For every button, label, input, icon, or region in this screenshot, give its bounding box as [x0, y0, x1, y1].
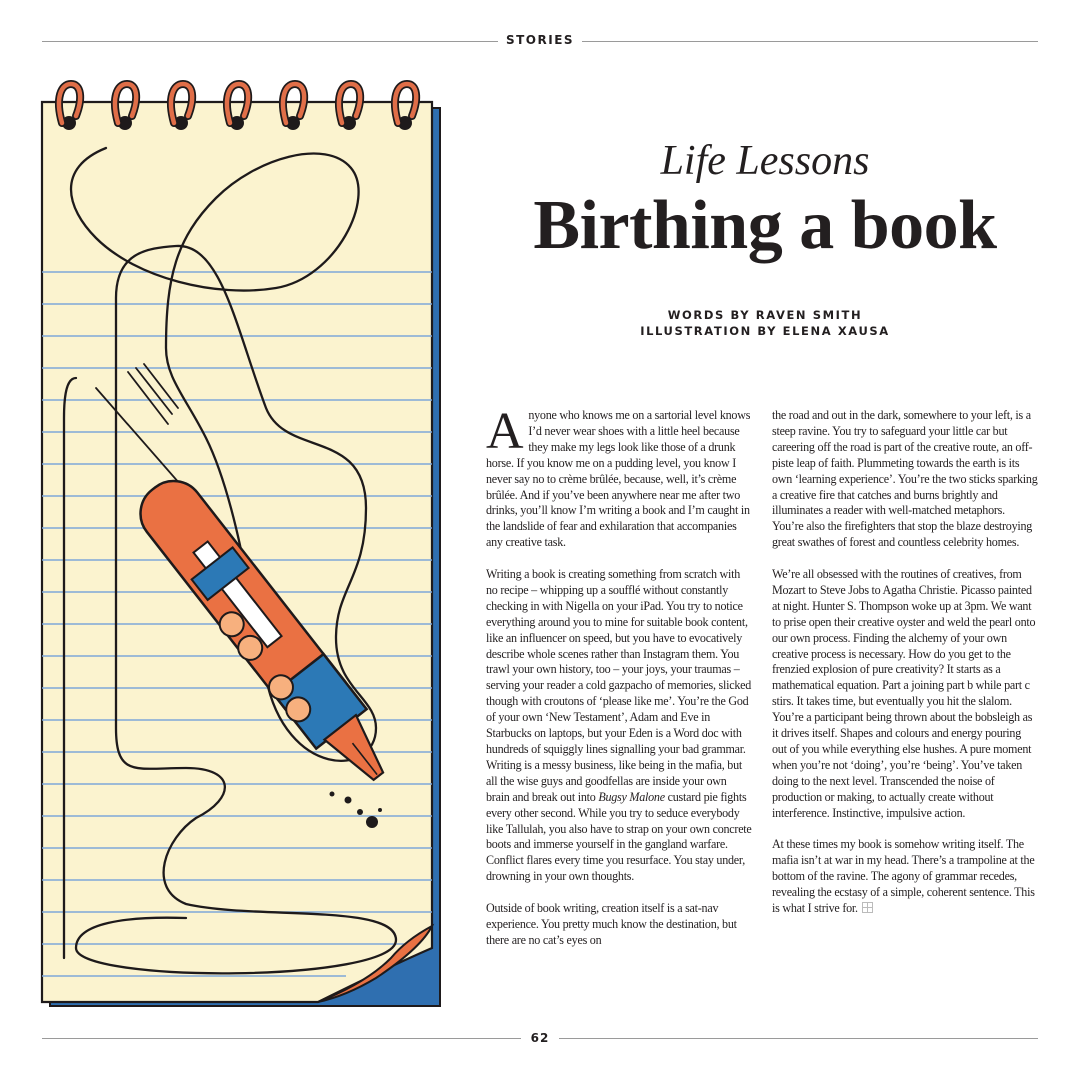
- film-title: Bugsy Malone: [598, 789, 665, 804]
- paragraph-5: At these times my book is somehow writing itself. The mafia isn’t at war in my head. There’s a trampoline at the bottom of the ravine. The agony of grammar recedes, revealing the ecstasy of a simple, coherent sentence. This is what I strive for.: [772, 837, 1035, 916]
- paragraph-3-end: the road and out in the dark, somewhere to your left, is a steep ravine. You try to safeguard your little car but careering off the road is part of the creative route, an off-piste leap of faith. Plummeting towards the earth is its own ‘learning experience’. You’re the two sticks sparking a creative fire that catches and burns brightly and illuminates a reader with well-matched metaphors. You’re also the firefighters that stop the blaze destroying great swathes of forest and countless celebrity homes.: [772, 408, 1038, 550]
- paragraph-1: Anyone who knows me on a sartorial level knows I’d never wear shoes with a little heel because they make my legs look like those of a drunk horse. If you know me on a pudding level, you know I never say no to crème brûlée, because, well, it’s crème brûlée. And if you’ve been anywhere near me after two drinks, you’ll know I’m writing a book and I’m caught in the landslide of fear and exhilaration that accompanies any creative task.: [486, 403, 751, 550]
- article-column-right: [772, 408, 1038, 933]
- paragraph-4: We’re all obsessed with the routines of creatives, from Mozart to Steve Jobs to Agatha Christie. Picasso painted at night. Hunter S. Thompson woke up at 3pm. We want to prise open their creative oyster and weld the pearl onto our own process. Finding the alchemy of your own creative process is necessary. How do you get to the frenzied explosion of pure creativity? It starts as a mathematical equation. Part a joining part b while part c stirs. It takes time, but eventually you hit the slalom. You’re a participant being thrown about the bobsleigh as it drives itself. Shapes and colours and energy pouring out of you while everything else hushes. A pure moment when you’re not ‘doing’, you’re ‘being’. You’ve taken doing to the next level. Transcended the noise of production or making, to actually create without interference. Instinctive, impulsive action.: [772, 567, 1036, 820]
- kicker: Life Lessons: [660, 138, 870, 184]
- headline: Birthing a book: [533, 187, 997, 264]
- paragraph-2: Writing a book is creating something from scratch with no recipe – whipping up a soufflé without constantly checking in with Nigella on your iPad. You try to notice everything around you to mine for suitable book content, like an influencer on speed, but you have to evocatively describe whole scenes rather than Instagram them. You trawl your own history, too – your joys, your traumas – serving your reader a cold gazpacho of memories, slicked though with croutons of ‘please like me’. You’re the God of your own ‘New Testament’, Adam and Eve in Starbucks on laptops, but your Eden is a Word doc with hundreds of squiggly lines signalling your bad grammar. Writing is a messy business, like being in the mafia, but all the wise guys and goodfellas are inside your own brain and break out into Bugsy Malone custard pie fights every other second. While you try to seduce everybody like Tallulah, you also have to strap on your own concrete boots and immerse yourself in the gangland warfare. Conflict flares every time you resurface. You stay under, drowning in your own thoughts.: [486, 567, 752, 884]
- credits: [560, 307, 970, 339]
- end-mark-icon: [862, 902, 873, 913]
- paragraph-3-start: Outside of book writing, creation itself is a sat-nav experience. You pretty much know the destination, but there are no cat’s eyes on: [486, 901, 737, 947]
- notepad-illustration: [36, 78, 446, 1013]
- page-number: 62: [0, 1031, 1080, 1045]
- section-label: STORIES: [0, 33, 1080, 47]
- illustration-credit: ILLUSTRATION BY ELENA XAUSA: [640, 324, 890, 338]
- drop-cap: A: [486, 403, 524, 460]
- article-column-left: [486, 403, 752, 965]
- words-credit: WORDS BY RAVEN SMITH: [667, 308, 863, 322]
